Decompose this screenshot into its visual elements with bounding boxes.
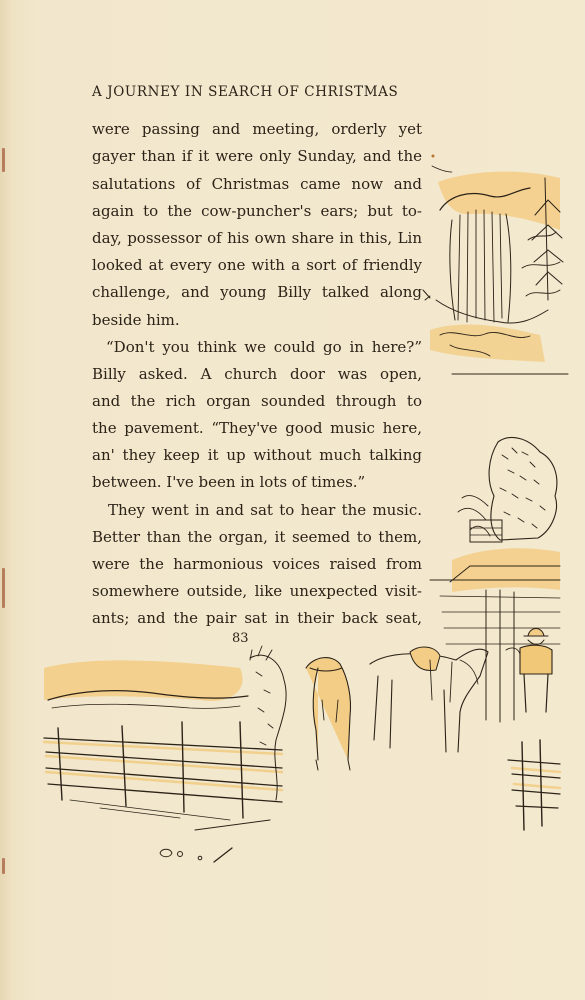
text-line: again to the cow-puncher's ears; but to- xyxy=(92,202,422,220)
text-line: gayer than if it were only Sunday, and the xyxy=(92,147,422,165)
stray-mark xyxy=(432,155,435,158)
text-line: the pavement. “They've good music here, xyxy=(92,419,422,437)
text-line: Better than the organ, it seemed to them, xyxy=(92,528,422,546)
text-line: day, possessor of his own share in this, Lin xyxy=(92,229,422,247)
text-line: “Don't you think we could go in here?” xyxy=(106,338,422,356)
text-line: an' they keep it up without much talking xyxy=(92,446,422,464)
horses-fence-illustration xyxy=(44,629,560,863)
text-line: ants; and the pair sat in their back seat, xyxy=(92,609,422,627)
text-line: beside him. xyxy=(92,311,180,329)
text-line: They went in and sat to hear the music. xyxy=(108,501,422,519)
running-head: A JOURNEY IN SEARCH OF CHRISTMAS xyxy=(92,84,399,100)
waterfall-illustration xyxy=(423,166,568,374)
text-line: and the rich organ sounded through to xyxy=(92,392,422,410)
text-line: Billy asked. A church door was open, xyxy=(92,365,422,383)
page-number: 83 xyxy=(232,631,249,646)
text-line: looked at every one with a sort of friendly xyxy=(92,256,422,274)
text-line: between. I've been in lots of times.” xyxy=(92,473,366,491)
text-line: challenge, and young Billy talked along xyxy=(92,283,422,301)
text-line: salutations of Christmas came now and xyxy=(92,175,422,193)
cabin-illustration xyxy=(430,437,560,722)
text-line: somewhere outside, like unexpected visit- xyxy=(92,582,422,600)
text-line: were the harmonious voices raised from xyxy=(92,555,422,573)
text-line: were passing and meeting, orderly yet xyxy=(92,120,422,138)
